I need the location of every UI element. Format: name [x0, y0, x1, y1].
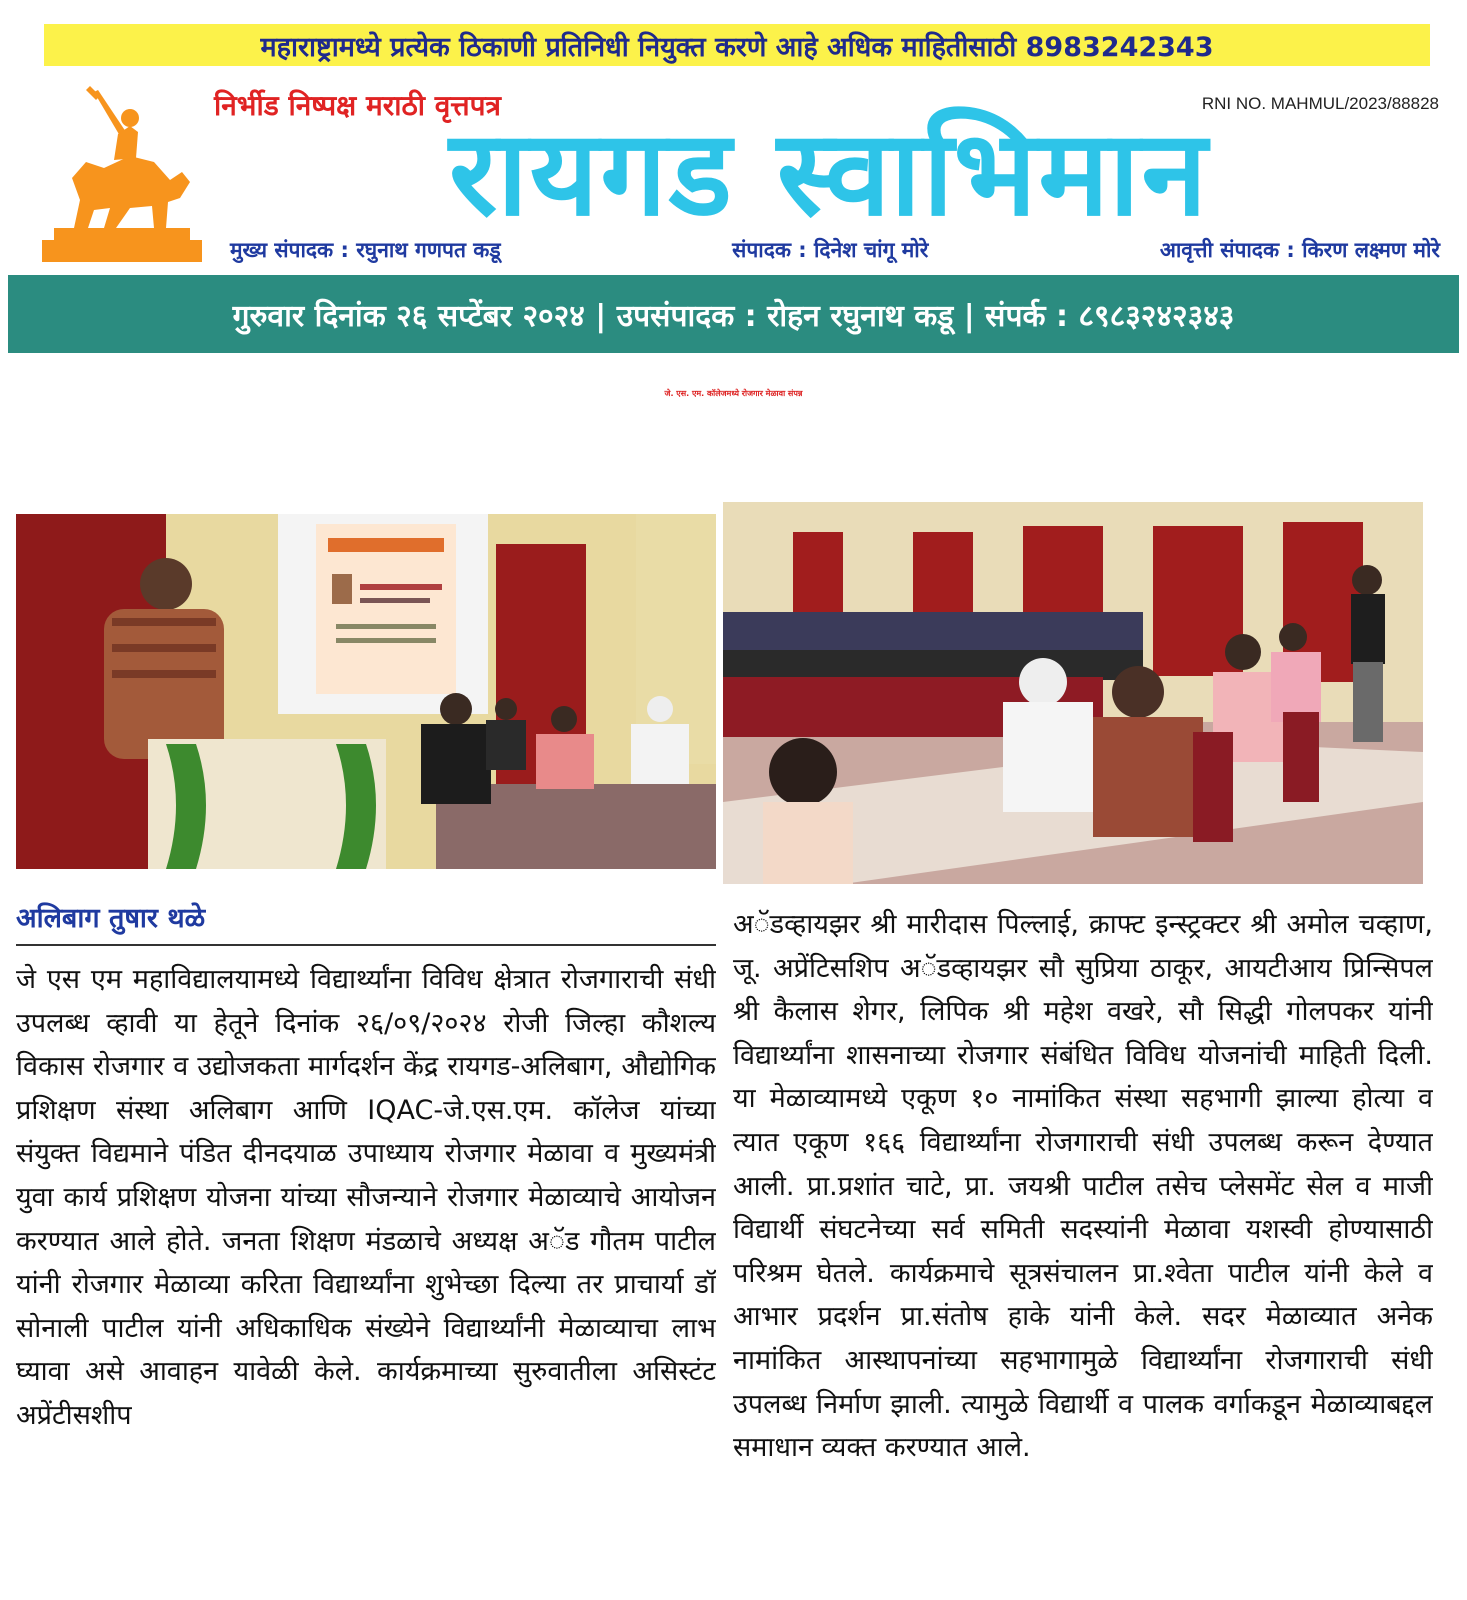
warrior-horse-statue-icon	[34, 82, 204, 272]
rni-number: RNI NO. MAHMUL/2023/88828	[1201, 94, 1439, 113]
byline-divider	[16, 944, 716, 946]
article-column-left: जे एस एम महाविद्यालयामध्ये विद्यार्थ्यांना विविध क्षेत्रात रोजगाराची संधी उपलब्ध व्हावी या हेतूने दिनांक २६/०९/२०२४ रोजी जिल्हा कौशल्य विकास रोजगार व उद्योजकता मार्गदर्शन केंद्र रायगड-अलिबाग, औद्योगिक प्रशिक्षण संस्था अलिबाग आणि IQAC-जे.एस.एम. कॉलेज यांच्या संयुक्त विद्यमाने पंडित दीनदयाळ उपाध्याय रोजगार मेळावा व मुख्यमंत्री युवा कार्य प्रशिक्षण योजना यांच्या सौजन्याने रोजगार मेळाव्याचे आयोजन करण्यात आले होते. जनता शिक्षण मंडळाचे अध्यक्ष अॅड गौतम पाटील यांनी रोजगार मेळाव्या करिता विद्यार्थ्यांना शुभेच्छा दिल्या तर प्राचार्या डॉ सोनाली पाटील यांनी अधिकाधिक संख्येने विद्यार्थ्यांनी मेळाव्याचा लाभ घ्यावा असे आवाहन यावेळी केले. कार्यक्रमाच्या सुरुवातीला असिस्टंट अप्रेंटीसशीप	[16, 964, 716, 1431]
byline: अलिबाग तुषार थळे	[16, 903, 206, 934]
audience-hall-photo	[723, 502, 1423, 884]
newspaper-title: रायगड स्वाभिमान	[448, 104, 1210, 242]
speaker-podium-photo	[16, 514, 716, 869]
date-band	[8, 275, 1459, 353]
article-column-right: अॅडव्हायझर श्री मारीदास पिल्लाई, क्राफ्ट इन्स्ट्रक्टर श्री अमोल चव्हाण, जू. अप्रेंटिसशिप अॅडव्हायझर सौ सुप्रिया ठाकूर, आयटीआय प्रिन्सिपल श्री कैलास शेगर, लिपिक श्री महेश वखरे, सौ सिद्धी गोलपकर यांनी विद्यार्थ्यांना शासनाच्या रोजगार संबंधित विविध योजनांची माहिती दिली. या मेळाव्यामध्ये एकूण १० नामांकित संस्था सहभागी झाल्या होत्या व त्यात एकूण १६६ विद्यार्थ्यांना रोजगाराची संधी उपलब्ध करून देण्यात आली. प्रा.प्रशांत चाटे, प्रा. जयश्री पाटील तसेच प्लेसमेंट सेल व माजी विद्यार्थी संघटनेच्या सर्व समिती सदस्यांनी मेळावा यशस्वी होण्यासाठी परिश्रम घेतले. कार्यक्रमाचे सूत्रसंचालन प्रा.श्वेता पाटील यांनी केले व आभार प्रदर्शन प्रा.संतोष हाके यांनी केले. सदर मेळाव्यात अनेक नामांकित आस्थापनांच्या सहभागामुळे विद्यार्थ्यांना रोजगाराची संधी उपलब्ध निर्माण झाली. त्यामुळे विद्यार्थी व पालक वर्गाकडून मेळाव्याबद्दल समाधान व्यक्त करण्यात आले.	[733, 909, 1433, 1464]
banner-text: महाराष्ट्रामध्ये प्रत्येक ठिकाणी प्रतिनिधी नियुक्त करणे आहे अधिक माहितीसाठी 8983242343	[260, 31, 1214, 63]
newspaper-page	[8, 8, 1459, 1592]
date-and-contact: गुरुवार दिनांक २६ सप्टेंबर २०२४ | उपसंपादक : रोहन रघुनाथ कडू | संपर्क : ८९८३२४२३४३	[232, 298, 1235, 334]
representative-wanted-banner	[44, 24, 1430, 66]
editor-credits	[230, 236, 1440, 266]
chief-editor: मुख्य संपादक : रघुनाथ गणपत कडू	[230, 238, 501, 262]
article-headline: जे. एस. एम. कॉलेजमध्ये रोजगार मेळावा संपन्न	[664, 389, 803, 398]
editor: संपादक : दिनेश चांगू मोरे	[732, 238, 929, 262]
edition-editor: आवृत्ती संपादक : किरण लक्ष्मण मोरे	[1159, 238, 1440, 262]
newspaper-tagline: निर्भीड निष्पक्ष मराठी वृत्तपत्र	[214, 89, 501, 122]
